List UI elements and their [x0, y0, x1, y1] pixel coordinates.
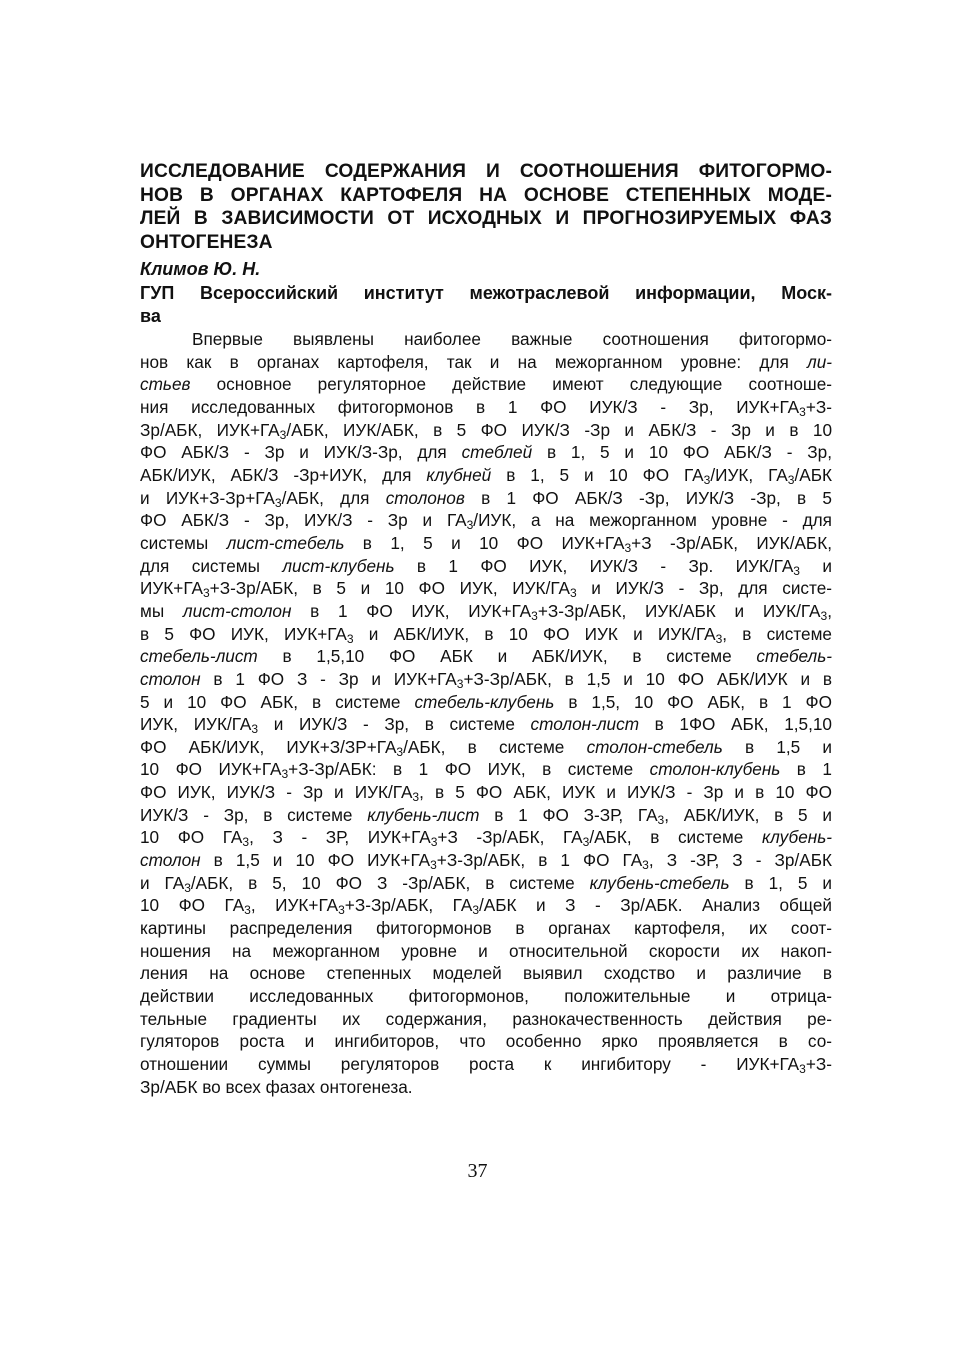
- title-line: ЛЕЙ В ЗАВИСИМОСТИ ОТ ИСХОДНЫХ И ПРОГНОЗИРУЕМЫХ ФАЗ: [140, 208, 832, 229]
- italic-term: столон: [140, 850, 201, 871]
- author-name: Климов Ю. Н.: [140, 259, 261, 279]
- subscript-text: 3: [657, 812, 665, 827]
- text-run: в 1 ФО ИУК, ИУК+ГА: [291, 600, 532, 621]
- text-run: ИУК, ИУК/ГА: [140, 714, 252, 735]
- text-run: /ИУК, ГА: [710, 464, 788, 485]
- abstract-line: [140, 577, 832, 600]
- text-run: /АБК, в 5, 10 ФО З -Зр/АБК, в системе: [190, 872, 590, 893]
- abstract-line: [140, 623, 832, 646]
- text-run: /ИУК, а на межорганном уровне - для: [473, 510, 832, 531]
- text-run: в 1, 5 и 10 ФО ИУК+ГА: [344, 532, 625, 553]
- title-line: НОВ В ОРГАНАХ КАРТОФЕЛЯ НА ОСНОВЕ СТЕПЕННЫХ МОДЕ-: [140, 184, 832, 206]
- text-run: мы: [140, 600, 183, 621]
- text-run: ФО АБК/ИУК, ИУК+З/ЗР+ГА: [140, 736, 397, 757]
- italic-term: лист-столон: [182, 600, 292, 621]
- text-run: нов как в органах картофеля, так и на межорганном уровне: для: [140, 351, 808, 372]
- title-line: ОНТОГЕНЕЗА: [140, 231, 273, 253]
- subscript-text: 3: [346, 631, 354, 646]
- italic-term: ли-: [807, 351, 832, 372]
- text-run: /АБК, в системе: [403, 736, 587, 757]
- affiliation-line: ва: [140, 305, 161, 326]
- author-affiliation: [140, 282, 832, 327]
- text-run: в 1 ФО ИУК, ИУК/З - Зр. ИУК/ГА: [394, 555, 794, 576]
- italic-term: столон: [140, 668, 201, 689]
- text-run: +З-Зр/АБК, в 5 и 10 ФО ИУК, ИУК/ГА: [209, 578, 570, 599]
- text-run: Зр/АБК, ИУК+ГА: [140, 419, 280, 440]
- text-run: /АБК, для: [281, 487, 386, 508]
- text-run: +З -Зр/АБК, ГА: [437, 827, 583, 848]
- text-run: в 1 ФО З-ЗР, ГА: [479, 804, 658, 825]
- abstract-line: [140, 1076, 832, 1099]
- abstract-line: [140, 872, 832, 895]
- abstract-text: [140, 328, 832, 1098]
- italic-term: лист-клубень: [282, 555, 395, 576]
- text-run: /АБК, ИУК/АБК, в 5 ФО ИУК/З -Зр и АБК/З - Зр и в 10: [286, 419, 833, 440]
- text-run: картины распределения фитогормонов в органах картофеля, их соот-: [140, 918, 832, 939]
- subscript-text: 3: [582, 835, 590, 850]
- text-run: и ИУК+З-Зр+ГА: [140, 487, 275, 508]
- abstract-line: [140, 441, 832, 464]
- abstract-line: [140, 464, 832, 487]
- subscript-text: 3: [624, 540, 632, 555]
- abstract-line: [140, 1030, 832, 1053]
- text-run: ИУК+ГА: [140, 578, 203, 599]
- abstract-line: [140, 691, 832, 714]
- italic-term: столон-лист: [530, 714, 640, 735]
- text-run: ления на основе степенных моделей выявил сходство и различие в: [140, 963, 832, 984]
- abstract-line: [140, 804, 832, 827]
- abstract-line: [140, 713, 832, 736]
- text-run: гуляторов роста и ингибиторов, что особенно ярко проявляется в со-: [140, 1031, 832, 1052]
- subscript-text: 3: [472, 903, 480, 918]
- abstract-line: [140, 917, 832, 940]
- subscript-text: 3: [202, 586, 210, 601]
- subscript-text: 3: [703, 472, 711, 487]
- text-run: 5 и 10 ФО АБК, в системе: [140, 691, 415, 712]
- subscript-text: 3: [244, 903, 251, 918]
- text-run: , АБК/ИУК, в 5 и: [664, 804, 832, 825]
- subscript-text: 3: [281, 767, 289, 782]
- text-run: тельные градиенты их содержания, разнокачественность действия ре-: [140, 1008, 832, 1029]
- text-run: АБК/ИУК, АБК/З -Зр+ИУК, для: [140, 464, 427, 485]
- text-run: основное регуляторное действие имеют следующие соотноше-: [190, 374, 832, 395]
- abstract-line: [140, 532, 832, 555]
- italic-term: столонов: [385, 487, 465, 508]
- text-run: , в 5 ФО АБК, ИУК и ИУК/З - Зр и в 10 ФО: [419, 782, 832, 803]
- italic-term: столон-клубень: [649, 759, 781, 780]
- subscript-text: 3: [430, 835, 438, 850]
- text-run: в 1,5,10 ФО АБК и АБК/ИУК, в системе: [257, 646, 757, 667]
- italic-term: стебель-лист: [140, 646, 258, 667]
- text-run: ношения на межорганном уровне и относительной скорости их накоп-: [140, 940, 832, 961]
- abstract-line: [140, 826, 832, 849]
- text-run: , в системе: [722, 623, 832, 644]
- text-run: в 1: [780, 759, 832, 780]
- text-run: +З-Зр/АБК, в 1 ФО ГА: [436, 850, 643, 871]
- text-run: ФО АБК/З - Зр и ИУК/З-Зр, для: [140, 442, 462, 463]
- subscript-text: 3: [396, 744, 404, 759]
- subscript-text: 3: [412, 790, 420, 805]
- abstract-line: [140, 962, 832, 985]
- text-run: в 1, 5 и 10 ФО ГА: [491, 464, 704, 485]
- text-run: в 1, 5 и: [729, 872, 833, 893]
- text-run: в 1,5 и: [722, 736, 833, 757]
- italic-term: клубень-: [761, 827, 833, 848]
- text-run: , ИУК+ГА: [250, 895, 339, 916]
- subscript-text: 3: [799, 404, 806, 419]
- subscript-text: 3: [279, 427, 287, 442]
- abstract-line: [140, 849, 832, 872]
- affiliation-line: ГУП Всероссийский институт межотраслевой информации, Моск-: [140, 283, 832, 303]
- italic-term: стьев: [140, 374, 191, 395]
- text-run: в 1 ФО АБК/З -Зр, ИУК/З -Зр, в 5: [464, 487, 832, 508]
- page-number: 37: [467, 1160, 488, 1182]
- subscript-text: 3: [799, 1062, 806, 1076]
- subscript-text: 3: [569, 586, 577, 601]
- abstract-line: [140, 758, 832, 781]
- text-run: ,: [827, 600, 832, 621]
- text-run: и ИУК/З - Зр, в системе: [258, 714, 531, 735]
- text-run: , З - ЗР, ИУК+ГА: [249, 827, 431, 848]
- text-run: в 1,5 и 10 ФО ИУК+ГА: [200, 850, 431, 871]
- text-run: +З-: [805, 396, 832, 417]
- subscript-text: 3: [338, 903, 345, 918]
- italic-term: клубень-лист: [367, 804, 480, 825]
- text-run: в 1ФО АБК, 1,5,10: [639, 714, 832, 735]
- abstract-line: [140, 373, 832, 396]
- italic-term: стеблей: [461, 442, 533, 463]
- paper-title: [140, 160, 832, 254]
- abstract-line: [140, 1053, 832, 1076]
- text-run: отношении суммы регуляторов роста к ингибитору - ИУК+ГА: [140, 1054, 800, 1074]
- italic-term: лист-стебель: [226, 532, 345, 553]
- abstract-line: [140, 645, 832, 668]
- text-run: в 1, 5 и 10 ФО АБК/З - Зр,: [532, 442, 832, 463]
- subscript-text: 3: [642, 858, 649, 873]
- text-run: и АБК/ИУК, в 10 ФО ИУК и ИУК/ГА: [353, 623, 716, 644]
- abstract-line: [140, 487, 832, 510]
- abstract-line: [140, 894, 832, 917]
- text-run: и ИУК/З - Зр, для систе-: [576, 578, 832, 599]
- subscript-text: 3: [456, 676, 464, 691]
- text-run: 10 ФО ИУК+ГА: [140, 759, 282, 780]
- text-run: +З-: [805, 1054, 832, 1074]
- text-run: /АБК и З - Зр/АБК. Анализ общей: [479, 895, 832, 916]
- text-run: +З-Зр/АБК: в 1 ФО ИУК, в системе: [288, 759, 650, 780]
- abstract-line: [140, 396, 832, 419]
- abstract-line: [140, 419, 832, 442]
- text-run: /АБК: [794, 464, 832, 485]
- subscript-text: 3: [184, 880, 191, 895]
- text-run: в 1,5, 10 ФО АБК, в 1 ФО: [554, 691, 832, 712]
- text-run: ФО ИУК, ИУК/З - Зр и ИУК/ГА: [140, 782, 413, 803]
- text-run: 10 ФО ГА: [140, 827, 243, 848]
- text-run: действии исследованных фитогормонов, положительные и отрица-: [140, 986, 832, 1007]
- abstract-line: [140, 328, 832, 351]
- text-run: , З -ЗР, З - Зр/АБК: [648, 850, 832, 871]
- italic-term: стебель-клубень: [414, 691, 555, 712]
- italic-term: столон-стебель: [586, 736, 723, 757]
- abstract-line: [140, 668, 832, 691]
- text-run: /АБК, в системе: [589, 827, 762, 848]
- text-run: Впервые выявлены наиболее важные соотношения фитогормо-: [192, 329, 832, 349]
- subscript-text: 3: [531, 608, 538, 623]
- subscript-text: 3: [820, 608, 828, 623]
- text-run: 10 ФО ГА: [140, 895, 245, 916]
- subscript-text: 3: [274, 495, 282, 510]
- subscript-text: 3: [251, 722, 259, 737]
- subscript-text: 3: [430, 858, 437, 873]
- abstract-line: [140, 600, 832, 623]
- text-run: +З-Зр/АБК, в 1,5 и 10 ФО АБК/ИУК и в: [463, 668, 832, 689]
- text-run: в 5 ФО ИУК, ИУК+ГА: [140, 623, 347, 644]
- abstract-line: [140, 555, 832, 578]
- text-run: ИУК/З - Зр, в системе: [140, 804, 368, 825]
- subscript-text: 3: [715, 631, 723, 646]
- italic-term: клубень-стебель: [589, 872, 730, 893]
- text-run: +З-Зр/АБК, ГА: [344, 895, 473, 916]
- abstract-line: [140, 985, 832, 1008]
- abstract-line: [140, 781, 832, 804]
- abstract-line: [140, 1008, 832, 1031]
- subscript-text: 3: [466, 518, 474, 533]
- text-run: в 1 ФО З - Зр и ИУК+ГА: [200, 668, 457, 689]
- text-run: системы: [140, 532, 227, 553]
- subscript-text: 3: [793, 563, 800, 578]
- abstract-line: [140, 736, 832, 759]
- text-run: Зр/АБК во всех фазах онтогенеза.: [140, 1076, 413, 1097]
- italic-term: клубней: [426, 464, 492, 485]
- text-run: +З-Зр/АБК, ИУК/АБК и ИУК/ГА: [537, 600, 821, 621]
- text-run: и ГА: [140, 872, 185, 893]
- text-run: и: [800, 555, 832, 576]
- text-run: для системы: [140, 555, 283, 576]
- text-run: ния исследованных фитогормонов в 1 ФО ИУК/З - Зр, ИУК+ГА: [140, 396, 800, 417]
- subscript-text: 3: [787, 472, 795, 487]
- abstract-line: [140, 509, 832, 532]
- title-line: ИССЛЕДОВАНИЕ СОДЕРЖАНИЯ И СООТНОШЕНИЯ ФИТОГОРМО-: [140, 161, 832, 182]
- abstract-line: [140, 940, 832, 963]
- text-run: ФО АБК/З - Зр, ИУК/З - Зр и ГА: [140, 510, 467, 531]
- subscript-text: 3: [242, 835, 250, 850]
- text-run: +З -Зр/АБК, ИУК/АБК,: [631, 532, 832, 553]
- italic-term: стебель-: [756, 646, 832, 667]
- abstract-line: [140, 351, 832, 374]
